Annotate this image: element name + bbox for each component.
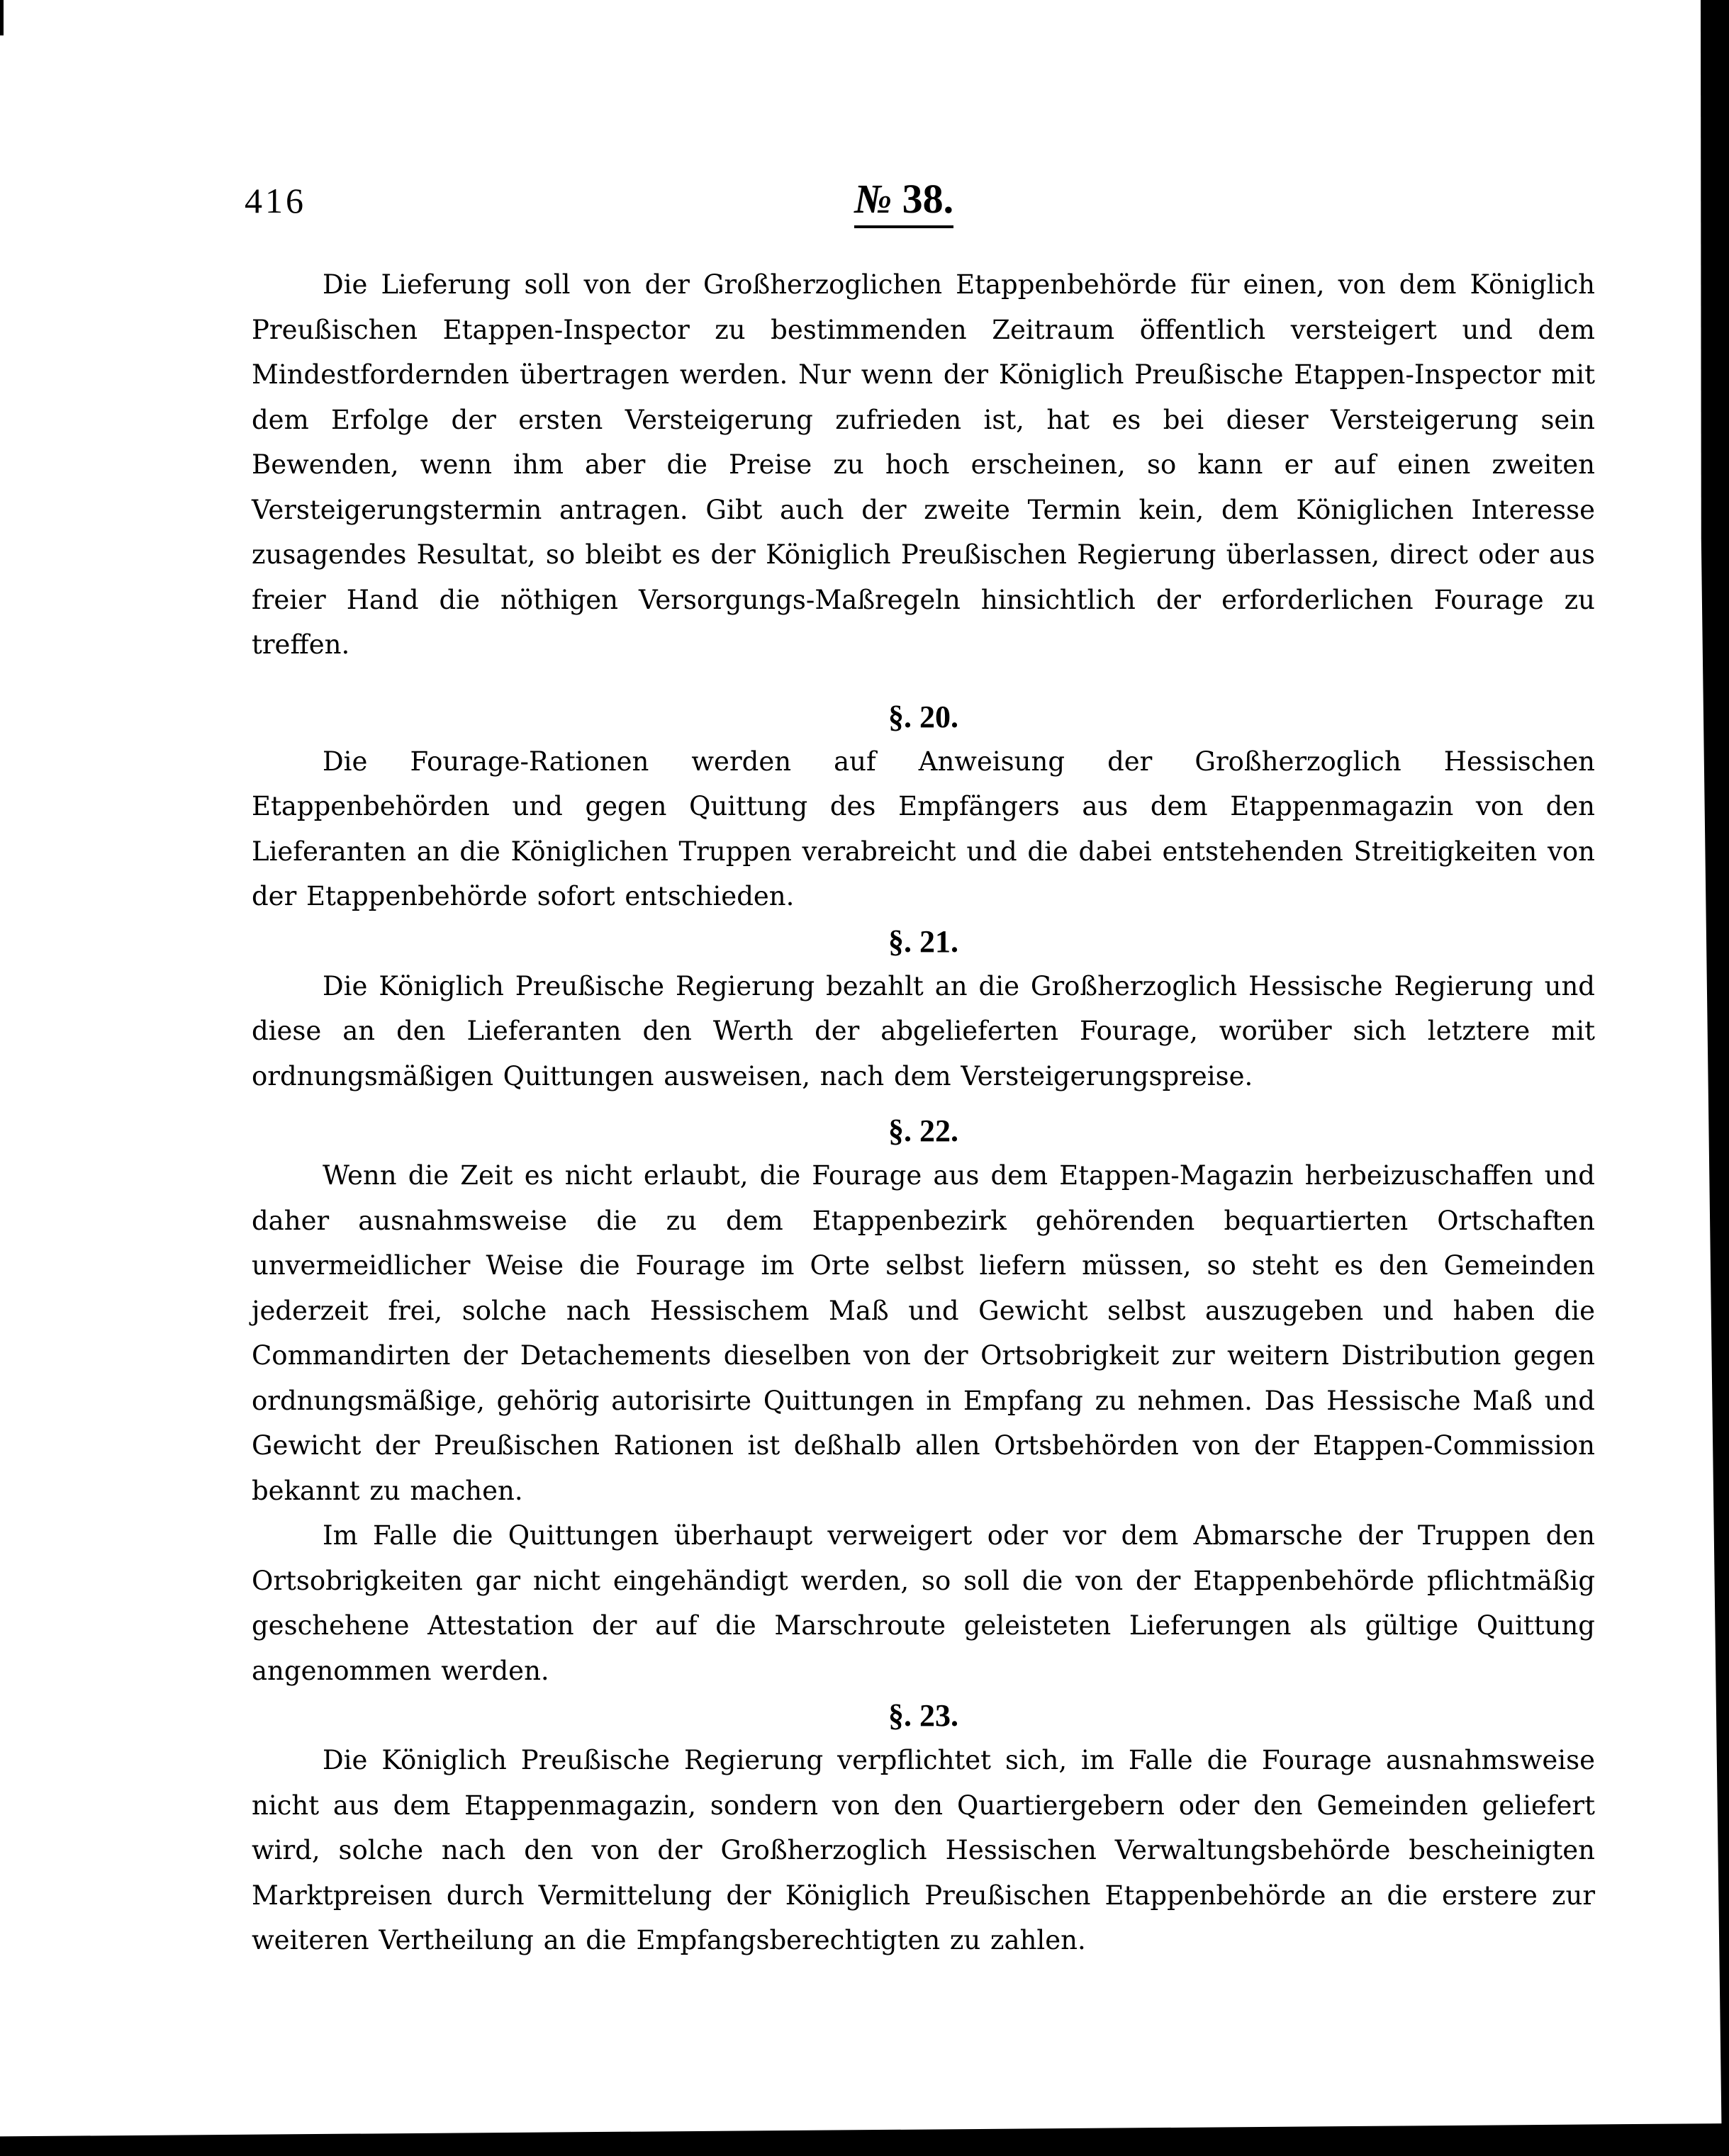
scan-border-right — [1701, 0, 1729, 2156]
running-header — [245, 176, 1599, 235]
paragraph-22-a: Wenn die Zeit es nicht erlaubt, die Fourage aus dem Etappen-Magazin herbeizuschaffen und daher ausnahmsweise die zu dem Etappenbezirk gehörenden bequartierten Ortschaften unvermeidlicher Weise die Fourage im Orte selbst liefern müssen, so steht es den Gemeinden jederzeit frei, solche nach Hessischem Maß und Gewicht selbst auszugeben und haben die Commandirten der Detachements dieselben von der Ortsobrigkeit zur weitern Distribution gegen ordnungsmäßige, gehörig autorisirte Quittungen in Empfang zu nehmen. Das Hessische Maß und Gewicht der Preußischen Rationen ist deßhalb allen Ortsbehörden von der Etappen-Commission bekannt zu machen. — [252, 1160, 1595, 1506]
body-text — [252, 262, 1595, 1963]
section-heading-21: §. 21. — [888, 923, 958, 959]
page-number: 416 — [245, 181, 306, 220]
paragraph-19-continuation: Die Lieferung soll von der Großherzoglichen Etappenbehörde für einen, von dem Königlich Preußischen Etappen-Inspector zu bestimmenden Zeitraum öffentlich versteigert und dem Mindestfordernden übertragen werden. Nur wenn der Königlich Preußische Etappen-Inspector mit dem Erfolge der ersten Versteigerung zufrieden ist, hat es bei dieser Versteigerung sein Bewenden, wenn ihm aber die Preise zu hoch erscheinen, so kann er auf einen zweiten Versteigerungstermin antragen. Gibt auch der zweite Termin kein, dem Königlichen Interesse zusagendes Resultat, so bleibt es der Königlich Preußischen Regierung überlassen, direct oder aus freier Hand die nöthigen Versorgungs-Maßregeln hinsichtlich der erforderlichen Fourage zu treffen. — [252, 269, 1595, 660]
section-heading-23: §. 23. — [888, 1698, 958, 1733]
section-heading-22: §. 22. — [888, 1113, 958, 1148]
paragraph-22-b: Im Falle die Quittungen überhaupt verweigert oder vor dem Abmarsche der Truppen den Ortsobrigkeiten gar nicht eingehändigt werden, so soll die von der Etappenbehörde pflichtmäßig geschehene Attestation der auf die Marschroute geleisteten Lieferungen als gültige Quittung angenommen werden. — [252, 1520, 1595, 1686]
issue-number — [854, 176, 954, 228]
section-heading-20: §. 20. — [888, 699, 958, 734]
scan-border-left — [0, 0, 4, 35]
paragraph-20: Die Fourage-Rationen werden auf Anweisung der Großherzoglich Hessischen Etappenbehörden und gegen Quittung des Empfängers aus dem Etappenmagazin von den Lieferanten an die Königlichen Truppen verabreicht und die dabei entstehenden Streitigkeiten von der Etappenbehörde sofort entschieden. — [252, 746, 1595, 911]
scan-border-bottom — [0, 2123, 1729, 2156]
numero-sign: № — [854, 176, 893, 222]
paragraph-21: Die Königlich Preußische Regierung bezahlt an die Großherzoglich Hessische Regierung und diese an den Lieferanten den Werth der abgelieferten Fourage, worüber sich letztere mit ordnungsmäßigen Quittungen ausweisen, nach dem Versteigerungspreise. — [252, 970, 1595, 1091]
paragraph-23: Die Königlich Preußische Regierung verpflichtet sich, im Falle die Fourage ausnahmsweise nicht aus dem Etappenmagazin, sondern von den Quartiergebern oder den Gemeinden geliefert wird, solche nach den von der Großherzoglich Hessischen Verwaltungsbehörde bescheinigten Marktpreisen durch Vermittelung der Königlich Preußischen Etappenbehörde an die erstere zur weiteren Vertheilung an die Empfangsberechtigten zu zahlen. — [252, 1745, 1595, 1955]
issue-number-value: 38. — [902, 176, 954, 222]
